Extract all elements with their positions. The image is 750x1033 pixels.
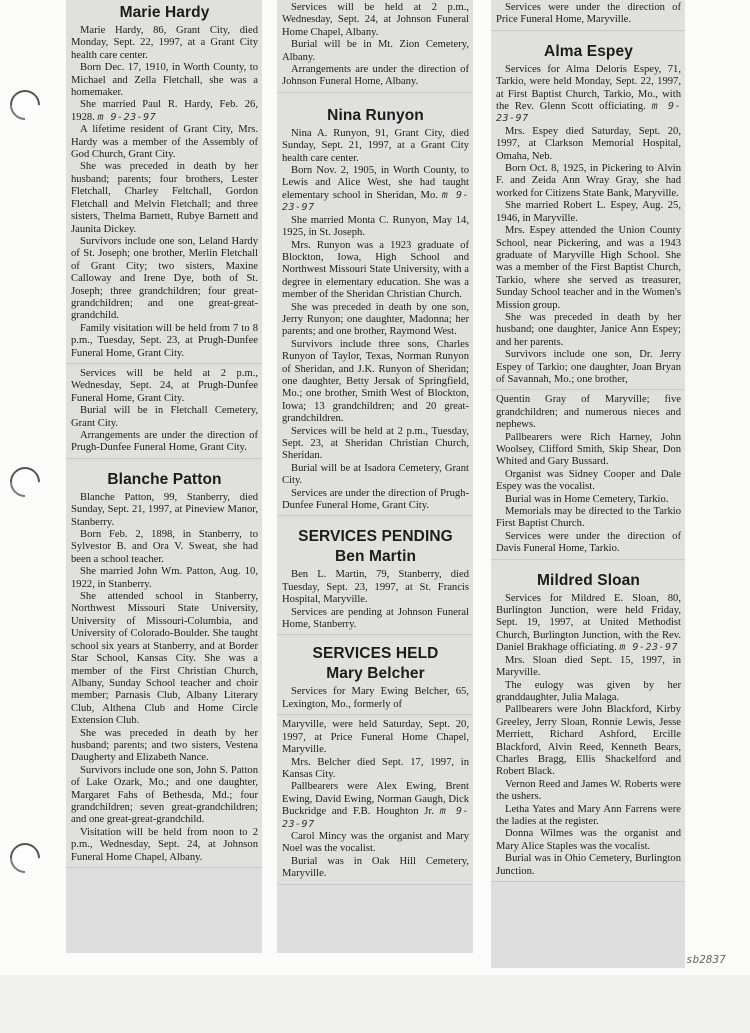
obituary-paragraph: Services will be held at 2 p.m., Tuesday, Sept. 23, at Sheridan Christian Church, Sheridan. [282, 425, 469, 462]
obituary-paragraph: She was preceded in death by her husband; parents; four brothers, Lester Fletchall, Charley Feltchall, Gordon Fletchall and Melvin Fletchall; and three sisters, Thelma Barnett, Rubye Barnett and Jaunita Dickey. [71, 161, 258, 235]
obituary-paragraph: She attended school in Stanberry, Northwest Missouri State University, University of Missouri-Columbia, and University of Colorado-Boulder. She taught school six years at Stanberry, and at Border Star School, Kansas City. She was a member of the First Christian Church, Albany, Sunday School teacher and choir member; Parnasis Club, Albany Literary Club, Althena Club and Home Circle Extension Club. [71, 591, 258, 727]
obituary-paragraph: Born Oct. 8, 1925, in Pickering to Alvin F. and Zeida Ann Wray Gray, she had worked for Citizens State Bank, Maryville. [496, 163, 681, 199]
handwritten-date-note: m 9-23-97 [97, 111, 157, 123]
obituary-paragraph: A lifetime resident of Grant City, Mrs. Hardy was a member of the Assembly of God Church, Grant City. [71, 124, 258, 161]
scan-margin [0, 975, 750, 1033]
handwritten-date-note: m 9-23-97 [282, 189, 469, 214]
section-heading: SERVICES PENDING [298, 528, 453, 546]
obituary-paragraph: Pallbearers were John Blackford, Kirby Greeley, Jerry Sloan, Ronnie Lewis, Jesse Merriett, Richard Ashford, Ercille Blackford, Alvin Reed, Kenneth Bears, Charles Bragg, Ellis Shackelford and Robert Black. [496, 704, 681, 778]
section-heading: SERVICES HELD [312, 645, 439, 663]
obituary-paragraph: Services will be held at 2 p.m., Wednesday, Sept. 24, at Johnson Funeral Home Chapel, Albany. [282, 2, 469, 38]
obituary-paragraph: Services were under the direction of Price Funeral Home, Maryville. [496, 2, 681, 26]
obituary-paragraph: Survivors include one son, Dr. Jerry Espey of Tarkio; one daughter, Joan Bryan of Savannah, Mo.; one brother, [496, 349, 681, 385]
obituary-nina-runyon [277, 95, 473, 517]
obituary-headline: Blanche Patton [107, 470, 222, 488]
obituary-marie-hardy [66, 0, 262, 364]
column-3 [491, 0, 685, 968]
obituary-paragraph: Carol Mincy was the organist and Mary Noel was the vocalist. [282, 830, 469, 855]
obituary-paragraph: Mrs. Sloan died Sept. 15, 1997, in Maryville. [496, 654, 681, 679]
paragraph-text: Pallbearers were Alex Ewing, Brent Ewing, David Ewing, Norman Gaugh, Dick Buckridge and F.B. Houghton Jr. [282, 781, 469, 818]
obituary-mildred-sloan [491, 562, 685, 882]
handwritten-date-note: m 9-23-97 [619, 642, 679, 654]
obituary-headline: Ben Martin [334, 548, 417, 566]
obituary-headline: Nina Runyon [327, 106, 424, 124]
obituary-paragraph: Marie Hardy, 86, Grant City, died Monday, Sept. 22, 1997, at a Grant City health care center. [71, 25, 258, 61]
obituary-paragraph: Services for Mary Ewing Belcher, 65, Lexington, Mo., formerly of [282, 686, 469, 710]
obituary-blanche-patton [66, 461, 262, 868]
obituary-headline: Mildred Sloan [537, 571, 640, 589]
obituary-paragraph: Donna Wilmes was the organist and Mary Alice Staples was the vocalist. [496, 828, 681, 852]
obituary-paragraph: Burial will be at Isadora Cemetery, Grant City. [282, 462, 469, 487]
obituary-paragraph: Vernon Reed and James W. Roberts were the ushers. [496, 778, 681, 803]
obituary-paragraph: Burial will be in Mt. Zion Cemetery, Albany. [282, 39, 469, 63]
obituary-mary-belcher-continued [277, 717, 473, 884]
obituary-mary-belcher [277, 637, 473, 715]
obituary-paragraph: Letha Yates and Mary Ann Farrens were the ladies at the register. [496, 803, 681, 827]
column-2 [277, 0, 473, 953]
obituary-paragraph: Nina A. Runyon, 91, Grant City, died Sunday, Sept. 21, 1997, at a Grant City health care center. [282, 127, 469, 164]
obituary-paragraph [282, 165, 469, 215]
obituary-paragraph: Born Dec. 17, 1910, in Worth County, to Michael and Zella Fletchall, she was a homemaker. [71, 62, 258, 99]
obituary-mary-belcher-end [491, 0, 685, 31]
handwritten-date-note: m 9-23-97 [496, 101, 681, 125]
obituary-paragraph: Survivors include three sons, Charles Runyon of Taylor, Texas, Norman Runyon of Sheridan, and J.K. Runyon of Sheridan; one daughter, Betty Jersak of Springfield, Mo.; one brother, Smith West of Blockton, Iowa; 13 grandchildren; and 20 great-grandchildren. [282, 338, 469, 425]
obituary-paragraph: Pallbearers were Rich Harney, John Woolsey, Clifford Smith, Skip Shear, Don Whited and Gary Bussard. [496, 431, 681, 468]
obituary-paragraph: Memorials may be directed to the Tarkio First Baptist Church. [496, 506, 681, 530]
obituary-headline: Mary Belcher [326, 665, 425, 683]
obituary-paragraph: Services are pending at Johnson Funeral Home, Stanberry. [282, 606, 469, 631]
obituary-paragraph: Born Feb. 2, 1898, in Stanberry, to Sylvestor B. and Ora V. Sweat, she had been a school teacher. [71, 529, 258, 565]
obituary-paragraph: The eulogy was given by her granddaughter, Julia Malaga. [496, 679, 681, 703]
obituary-paragraph: Services were under the direction of Davis Funeral Home, Tarkio. [496, 530, 681, 555]
obituary-blanche-patton-continued [277, 0, 473, 93]
obituary-paragraph: Burial will be in Fletchall Cemetery, Grant City. [71, 405, 258, 429]
column-1 [66, 0, 262, 953]
obituary-paragraph: She was preceded in death by her husband; parents; and two sisters, Vestena Daugherty and Elizabeth Nance. [71, 727, 258, 764]
obituary-marie-hardy-continued [66, 366, 262, 459]
obituary-paragraph: Mrs. Espey attended the Union County School, near Pickering, and was a 1943 graduate of Maryville High School. She was a member of the First Baptist Church, Tarkio, where she served as treasurer, Sunday School teacher and in the Women's Mission group. [496, 225, 681, 311]
handwritten-date-note: m 9-23-97 [282, 806, 470, 830]
obituary-paragraph: Family visitation will be held from 7 to 8 p.m., Tuesday, Sept. 23, at Prugh-Dunfee Funeral Home, Grant City. [71, 322, 258, 359]
obituary-paragraph: Arrangements are under the direction of Johnson Funeral Home, Albany. [282, 64, 469, 88]
obituary-paragraph: She was preceded in death by one son, Jerry Runyon; one daughter, Madonna; her parents; and one brother, Raymond West. [282, 301, 469, 338]
obituary-headline: Alma Espey [544, 42, 633, 60]
obituary-paragraph: Arrangements are under the direction of Prugh-Dunfee Funeral Home, Grant City. [71, 430, 258, 454]
obituary-paragraph: Burial was in Home Cemetery, Tarkio. [505, 493, 669, 505]
obituary-paragraph: Survivors include one son, Leland Hardy of St. Joseph; one brother, Merlin Fletchall of Grant City; two sisters, Maxine Calloway and Irene Dye, both of St. Joseph; three grandchildren; four great-grandchildren; and one great-great-grandchild. [71, 235, 258, 322]
archive-code: sb2837 [686, 953, 726, 966]
obituary-paragraph: Maryville, were held Saturday, Sept. 20, 1997, at Price Funeral Home Chapel, Maryville. [282, 719, 469, 756]
paragraph-text: Services for Mildred E. Sloan, 80, Burlington Junction, were held Friday, Sept. 19, 1997, at United Methodist Church, Burlington Junction, with the Rev. Daniel Brakhage officiating. [496, 592, 681, 654]
obituary-paragraph: She was preceded in death by her husband; one daughter, Janice Ann Espey; and her parents. [496, 311, 681, 348]
obituary-paragraph: Burial was in Oak Hill Cemetery, Maryville. [282, 855, 469, 880]
paragraph-text: She married Paul R. Hardy, Feb. 26, 1928. [71, 99, 258, 123]
obituary-paragraph: Mrs. Belcher died Sept. 17, 1997, in Kansas City. [282, 756, 469, 780]
obituary-paragraph: She married Robert L. Espey, Aug. 25, 1946, in Maryville. [496, 200, 681, 224]
obituary-paragraph: Quentin Gray of Maryville; five grandchildren; and numerous nieces and nephews. [496, 394, 681, 431]
obituary-paragraph: Burial was in Ohio Cemetery, Burlington Junction. [496, 853, 681, 877]
obituary-ben-martin [277, 518, 473, 635]
obituary-paragraph: Services will be held at 2 p.m., Wednesday, Sept. 24, at Prugh-Dunfee Funeral Home, Grant City. [71, 367, 258, 404]
obituary-paragraph [282, 781, 469, 831]
obituary-paragraph: Blanche Patton, 99, Stanberry, died Sunday, Sept. 21, 1997, at Pineview Manor, Stanberry. [71, 491, 258, 528]
paragraph-text: Born Nov. 2, 1905, in Worth County, to Lewis and Alice West, she had taught elementary school in Sheridan, Mo. [282, 165, 469, 201]
obituary-paragraph: Visitation will be held from noon to 2 p.m., Wednesday, Sept. 24, at Johnson Funeral Home Chapel, Albany. [71, 826, 258, 863]
obituary-paragraph: Organist was Sidney Cooper and Dale Espey was the vocalist. [496, 468, 681, 493]
obituary-paragraph: Mrs. Espey died Saturday, Sept. 20, 1997, at Clarkson Memorial Hospital, Omaha, Neb. [496, 125, 681, 162]
obituary-paragraph: She married Monta C. Runyon, May 14, 1925, in St. Joseph. [282, 214, 469, 239]
obituary-paragraph [496, 64, 681, 126]
obituary-paragraph: She married John Wm. Patton, Aug. 10, 1922, in Stanberry. [71, 566, 258, 590]
obituary-alma-espey-continued [491, 392, 685, 559]
obituary-paragraph [71, 99, 258, 124]
obituary-paragraph: Survivors include one son, John S. Patton of Lake Ozark, Mo.; and one daughter, Margaret Fahs of Bethesda, Md.; four grandchildren; seven great-grandchildren; and one great-great-grandchild. [71, 764, 258, 826]
obituary-paragraph: Services are under the direction of Prugh-Dunfee Funeral Home, Grant City. [282, 487, 469, 512]
paragraph-text: Services for Alma Deloris Espey, 71, Tarkio, were held Monday, Sept. 22, 1997, at First Baptist Church, Tarkio, Mo., with the Rev. Glenn Scott officiating. [496, 63, 681, 113]
obituary-paragraph: Mrs. Runyon was a 1923 graduate of Blockton, Iowa, High School and Northwest Missouri State University, with a degree in elementary education. She was a member of the Sheridan Christian Church. [282, 239, 469, 301]
obituary-paragraph: Ben L. Martin, 79, Stanberry, died Tuesday, Sept. 23, 1997, at St. Francis Hospital, Maryville. [282, 569, 469, 606]
obituary-headline: Marie Hardy [119, 4, 210, 21]
obituary-paragraph [496, 593, 681, 655]
obituary-alma-espey [491, 33, 685, 391]
